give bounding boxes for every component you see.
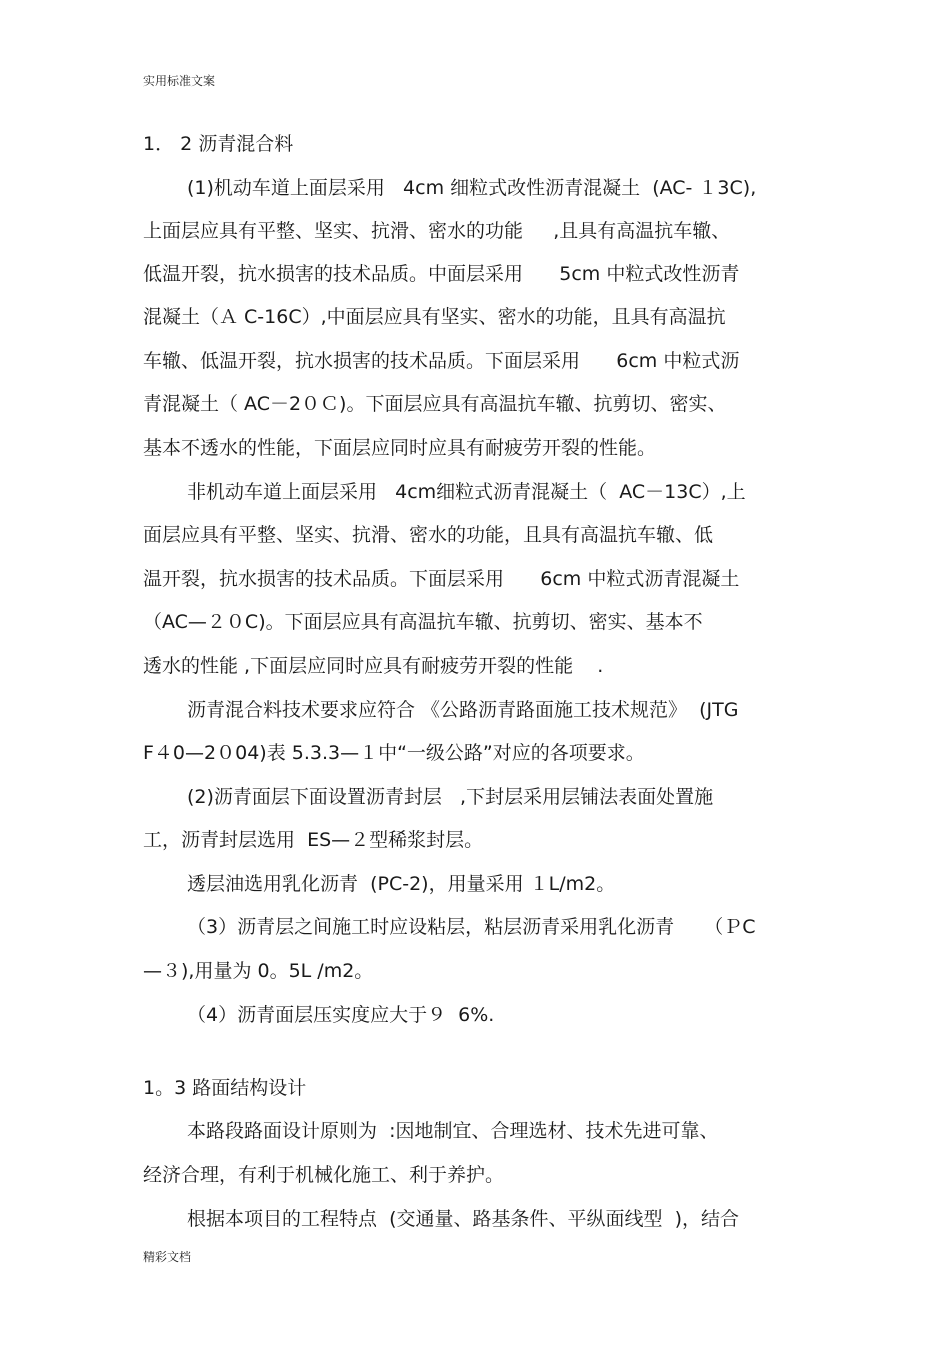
paragraph-line: 低温开裂，抗水损害的技术品质。中面层采用 5cm 中粒式改性沥青 <box>143 263 740 285</box>
section-heading: 1． 2 沥青混合料 <box>143 133 294 155</box>
paragraph-line: —３),用量为 0。5L /m2。 <box>143 960 374 982</box>
paragraph-line: 青混凝土（ AC－2０Ｃ)。下面层应具有高温抗车辙、抗剪切、密实、 <box>143 393 727 415</box>
paragraph-line: F４0—2０04)表 5.3.3—１中“一级公路”对应的各项要求。 <box>143 742 645 764</box>
paragraph-line: 非机动车道上面层采用 4cm细粒式沥青混凝土（ AC－13C）,上 <box>187 481 746 503</box>
paragraph-line: 车辙、低温开裂，抗水损害的技术品质。下面层采用 6cm 中粒式沥 <box>143 350 740 372</box>
paragraph-line: 面层应具有平整、坚实、抗滑、密水的功能，且具有高温抗车辙、低 <box>143 524 714 546</box>
paragraph-line: （4）沥青面层压实度应大于９ 6%. <box>187 1004 495 1026</box>
paragraph-line: 根据本项目的工程特点 (交通量、路基条件、平纵面线型 )，结合 <box>187 1208 739 1230</box>
paragraph-line: 基本不透水的性能，下面层应同时应具有耐疲劳开裂的性能。 <box>143 437 657 459</box>
paragraph-line: (2)沥青面层下面设置沥青封层 ,下封层采用层铺法表面处置施 <box>187 786 714 808</box>
paragraph-line: (1)机动车道上面层采用 4cm 细粒式改性沥青混凝土 (AC- １3C), <box>187 177 757 199</box>
paragraph-line: 透层油选用乳化沥青 (PC-2)，用量采用 １L/m2。 <box>187 873 616 895</box>
paragraph-line: 上面层应具有平整、坚实、抗滑、密水的功能 ,且具有高温抗车辙、 <box>143 220 731 242</box>
paragraph-line: 沥青混合料技术要求应符合 《公路沥青路面施工技术规范》 (JTG <box>187 699 739 721</box>
paragraph-line: 透水的性能 ,下面层应同时应具有耐疲劳开裂的性能 . <box>143 655 604 677</box>
paragraph-line: （AC—２０C)。下面层应具有高温抗车辙、抗剪切、密实、基本不 <box>143 611 703 633</box>
paragraph-line: 经济合理，有利于机械化施工、利于养护。 <box>143 1164 505 1186</box>
paragraph-line: 温开裂，抗水损害的技术品质。下面层采用 6cm 中粒式沥青混凝土 <box>143 568 740 590</box>
page-footer: 精彩文档 <box>143 1250 192 1264</box>
paragraph-line: 工，沥青封层选用 ES—２型稀浆封层。 <box>143 829 484 851</box>
page-header: 实用标准文案 <box>143 74 216 88</box>
paragraph-line: 本路段路面设计原则为 :因地制宜、合理选材、技术先进可靠、 <box>187 1120 719 1142</box>
paragraph-line: 混凝土（Ａ C-16C）,中面层应具有坚实、密水的功能，且具有高温抗 <box>143 306 726 328</box>
section-heading: 1。3 路面结构设计 <box>143 1077 307 1099</box>
paragraph-line: （3）沥青层之间施工时应设粘层，粘层沥青采用乳化沥青 （ＰC <box>187 916 756 938</box>
